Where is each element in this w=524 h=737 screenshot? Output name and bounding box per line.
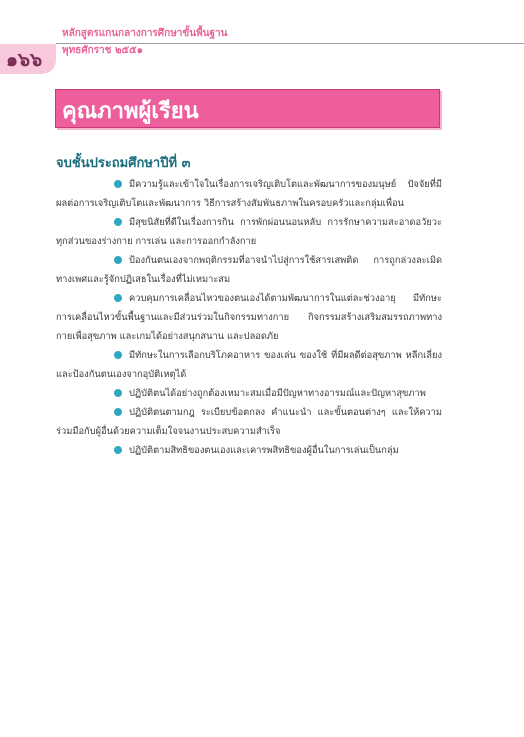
list-item: ป้องกันตนเองจากพฤติกรรมที่อาจนำไปสู่การใช้สารเสพติด การถูกล่วงละเมิดทางเพศและรู้จักปฏิเสธในเรื่องที่ไม่เหมาะสม xyxy=(56,255,442,285)
list-item: ปฏิบัติตนได้อย่างถูกต้องเหมาะสมเมื่อมีปัญหาทางอารมณ์และปัญหาสุขภาพ xyxy=(56,384,442,403)
bullet-icon xyxy=(114,256,122,264)
list-item: ปฏิบัติตนตามกฎ ระเบียบข้อตกลง คำแนะนำ และขั้นตอนต่างๆ และให้ความร่วมมือกับผู้อื่นด้วยความเต็มใจจนงานประสบความสำเร็จ xyxy=(56,407,442,437)
list-item: มีสุขนิสัยที่ดีในเรื่องการกิน การพักผ่อนนอนหลับ การรักษาความสะอาดอวัยวะทุกส่วนของร่างกาย การเล่น และการออกกำลังกาย xyxy=(56,217,442,247)
bullet-icon xyxy=(114,294,122,302)
list-item: มีทักษะในการเลือกบริโภคอาหาร ของเล่น ของใช้ ที่มีผลดีต่อสุขภาพ หลีกเลี่ยงและป้องกันตนเองจากอุบัติเหตุได้ xyxy=(56,350,442,380)
bullet-icon xyxy=(114,446,122,454)
list-item: ควบคุมการเคลื่อนไหวของตนเองได้ตามพัฒนาการในแต่ละช่วงอายุ มีทักษะการเคลื่อนไหวขั้นพื้นฐานและมีส่วนร่วมในกิจกรรมทางกาย กิจกรรมสร้างเสริมสมรรถภาพทางกายเพื่อสุขภาพ และเกมได้อย่างสนุกสนาน และปลอดภัย xyxy=(56,293,442,342)
page-number: ๑๖๖ xyxy=(6,49,43,71)
bullet-icon xyxy=(114,389,122,397)
bullet-icon xyxy=(114,408,122,416)
list-item: มีความรู้และเข้าใจในเรื่องการเจริญเติบโตและพัฒนาการของมนุษย์ ปัจจัยที่มีผลต่อการเจริญเติบโตและพัฒนาการ วิธีการสร้างสัมพันธภาพในครอบครัวและกลุ่มเพื่อน xyxy=(56,179,442,209)
section-heading: จบชั้นประถมศึกษาปีที่ ๓ xyxy=(56,156,191,171)
bullet-icon xyxy=(114,180,122,188)
running-header-title: หลักสูตรแกนกลางการศึกษาขั้นพื้นฐาน xyxy=(62,28,228,39)
title-banner xyxy=(55,89,440,128)
page-title: คุณภาพผู้เรียน xyxy=(62,99,199,124)
running-header-year: พุทธศักราช ๒๕๕๑ xyxy=(62,45,144,56)
list-item: ปฏิบัติตามสิทธิของตนเองและเคารพสิทธิของผู้อื่นในการเล่นเป็นกลุ่ม xyxy=(56,441,442,460)
quality-list xyxy=(56,175,442,460)
bullet-icon xyxy=(114,218,122,226)
bullet-icon xyxy=(114,351,122,359)
